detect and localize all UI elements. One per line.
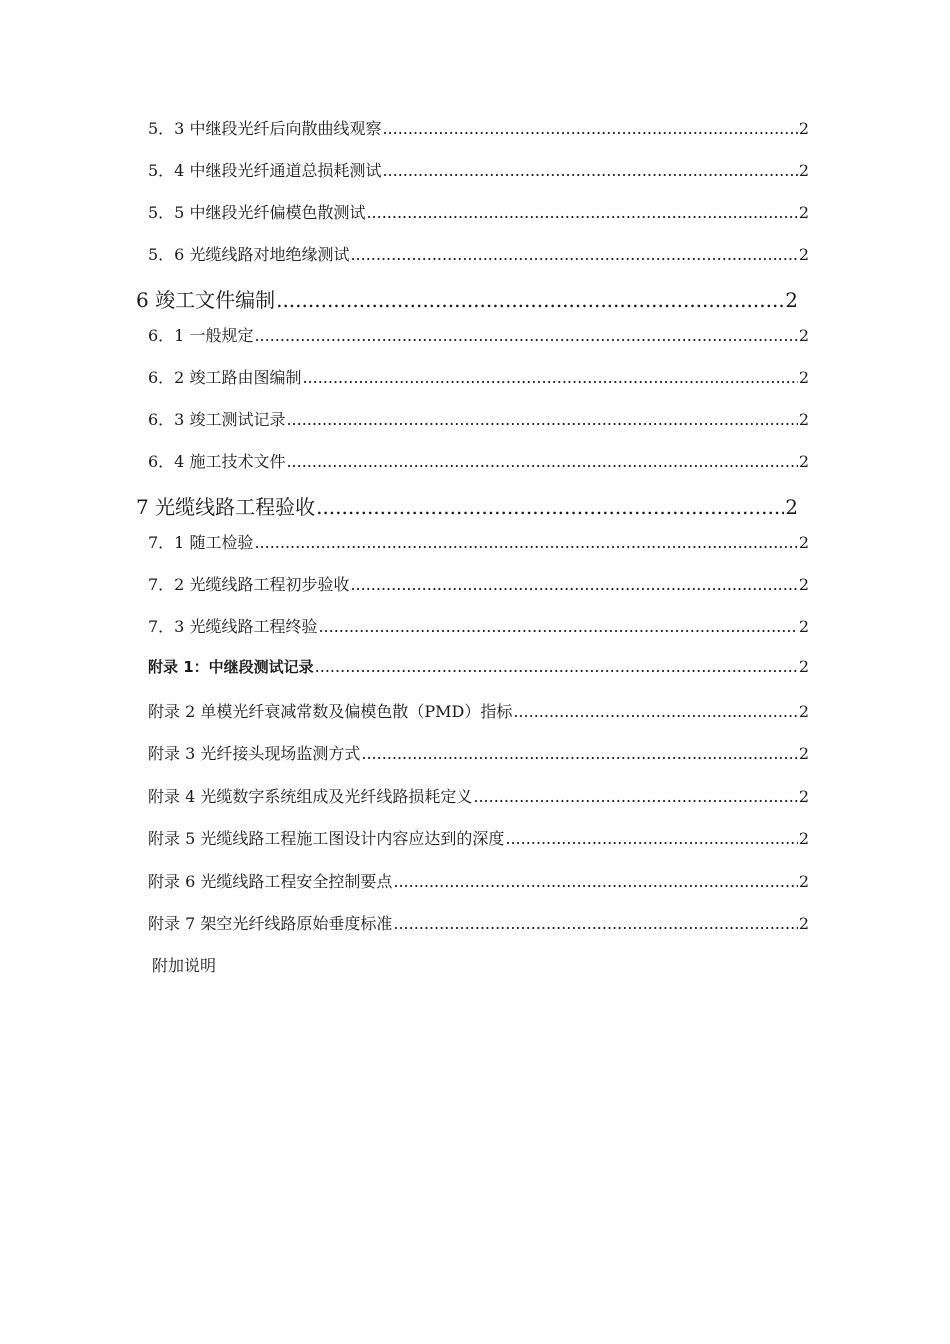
toc-leader-dots	[473, 787, 797, 806]
toc-entry-title: 7．3 光缆线路工程终验	[148, 617, 318, 636]
toc-leader-dots	[393, 914, 797, 933]
toc-appendix-entry[interactable]	[148, 911, 809, 934]
toc-entry-page: 2	[798, 872, 809, 891]
toc-appendix-entry[interactable]	[148, 741, 809, 764]
toc-entry-page: 2	[785, 495, 798, 519]
toc-entry[interactable]	[148, 323, 809, 346]
toc-chapter-entry[interactable]	[136, 491, 798, 520]
toc-entry-title: 附录 2 单模光纤衰减常数及偏模色散（PMD）指标	[148, 702, 513, 721]
toc-entry-page: 2	[798, 119, 809, 138]
toc-leader-dots	[505, 829, 797, 848]
toc-entry[interactable]	[148, 407, 809, 430]
additional-notes-label: 附加说明	[152, 956, 217, 975]
toc-entry-title: 附录 3 光纤接头现场监测方式	[148, 744, 361, 763]
toc-leader-dots	[382, 119, 797, 138]
toc-leader-dots	[393, 872, 797, 891]
toc-leader-dots	[513, 702, 797, 721]
toc-entry-title: 6．3 竣工测试记录	[148, 410, 286, 429]
toc-entry-page: 2	[798, 744, 809, 763]
toc-entry-page: 2	[798, 914, 809, 933]
toc-appendix-entry[interactable]	[148, 784, 809, 807]
toc-appendix-entry[interactable]	[148, 699, 809, 722]
toc-leader-dots	[366, 203, 797, 222]
toc-entry-title: 7．1 随工检验	[148, 533, 254, 552]
toc-entry-page: 2	[798, 203, 809, 222]
toc-entry-page: 2	[798, 410, 809, 429]
toc-entry-title: 5．3 中继段光纤后向散曲线观察	[148, 119, 382, 138]
toc-leader-dots	[361, 744, 797, 763]
toc-leader-dots	[318, 617, 797, 636]
toc-entry[interactable]	[148, 614, 809, 637]
toc-entry[interactable]	[148, 572, 809, 595]
toc-entry-title: 7．2 光缆线路工程初步验收	[148, 575, 350, 594]
toc-entry-title: 6．1 一般规定	[148, 326, 254, 345]
toc-entry-title: 6．2 竣工路由图编制	[148, 368, 302, 387]
toc-chapter-entry[interactable]	[136, 284, 798, 313]
toc-entry-title: 附录 4 光缆数字系统组成及光纤线路损耗定义	[148, 787, 473, 806]
toc-entry[interactable]	[148, 116, 809, 139]
toc-entry-page: 2	[798, 702, 809, 721]
toc-leader-dots	[254, 533, 797, 552]
toc-leader-dots	[382, 161, 797, 180]
toc-entry-title: 7 光缆线路工程验收	[136, 495, 316, 519]
toc-leader-dots	[315, 657, 798, 676]
toc-leader-dots	[302, 368, 797, 387]
toc-leader-dots	[286, 452, 797, 471]
toc-appendix-entry[interactable]	[148, 826, 809, 849]
toc-entry-page: 2	[798, 368, 809, 387]
toc-entry[interactable]	[148, 365, 809, 388]
toc-entry-page: 2	[798, 161, 809, 180]
toc-entry-title: 5．5 中继段光纤偏模色散测试	[148, 203, 366, 222]
toc-appendix-entry[interactable]	[148, 869, 809, 892]
toc-entry-page: 2	[798, 326, 809, 345]
toc-leader-dots	[350, 245, 797, 264]
toc-entry-page: 2	[798, 452, 809, 471]
toc-entry-page: 2	[798, 533, 809, 552]
toc-entry-title: 附录 6 光缆线路工程安全控制要点	[148, 872, 393, 891]
toc-entry-title: 附录 7 架空光纤线路原始垂度标准	[148, 914, 393, 933]
toc-entry-page: 2	[798, 657, 809, 676]
toc-entry-title: 6．4 施工技术文件	[148, 452, 286, 471]
toc-entry-page: 2	[798, 575, 809, 594]
toc-appendix-entry[interactable]	[148, 656, 809, 677]
toc-entry[interactable]	[148, 449, 809, 472]
toc-entry-title: 5．4 中继段光纤通道总损耗测试	[148, 161, 382, 180]
toc-entry-page: 2	[798, 829, 809, 848]
toc-leader-dots	[276, 288, 784, 312]
toc-entry[interactable]	[148, 158, 809, 181]
toc-leader-dots	[286, 410, 797, 429]
toc-leader-dots	[350, 575, 797, 594]
toc-entry-page: 2	[798, 787, 809, 806]
toc-entry-title: 附录 1：中继段测试记录	[148, 658, 314, 676]
toc-entry-title: 5．6 光缆线路对地绝缘测试	[148, 245, 350, 264]
toc-entry-title: 附录 5 光缆线路工程施工图设计内容应达到的深度	[148, 829, 505, 848]
toc-entry-page: 2	[798, 245, 809, 264]
toc-entry[interactable]	[148, 200, 809, 223]
toc-entry[interactable]	[148, 242, 809, 265]
toc-entry[interactable]	[148, 530, 809, 553]
toc-leader-dots	[316, 495, 784, 519]
toc-entry-page: 2	[798, 617, 809, 636]
toc-leader-dots	[254, 326, 797, 345]
toc-entry-page: 2	[785, 288, 798, 312]
toc-entry-title: 6 竣工文件编制	[136, 288, 276, 312]
